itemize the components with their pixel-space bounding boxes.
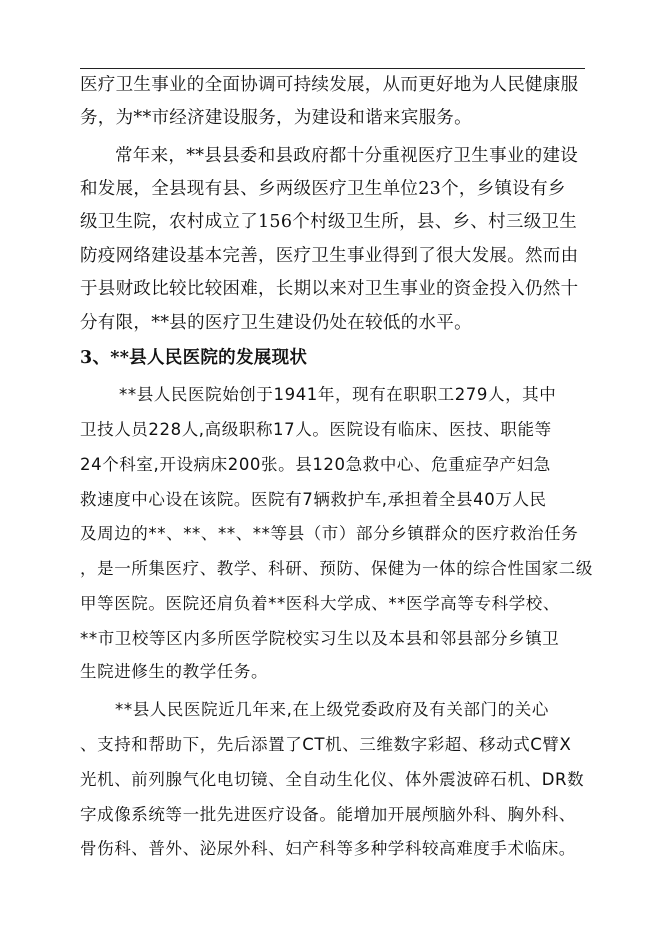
text-line: 24个科室,开设病床200张。县120急救中心、危重症孕产妇急 xyxy=(80,455,551,474)
text-line: 和发展，全县现有县、乡两级医疗卫生单位23个，乡镇设有乡 xyxy=(80,179,566,199)
text-line: 于县财政比较比较困难，长期以来对卫生事业的资金投入仍然十 xyxy=(80,279,579,299)
text-line: 务，为**市经济建设服务，为建设和谐来宾服务。 xyxy=(80,108,472,128)
text-line: **县人民医院近几年来,在上级党委政府及有关部门的关心 xyxy=(115,700,549,719)
text-line: 字成像系统等一批先进医疗设备。能增加开展颅脑外科、胸外科、 xyxy=(80,805,576,824)
text-line: ，是一所集医疗、教学、科研、预防、保健为一体的综合性国家二级 xyxy=(80,559,593,578)
text-line: 医疗卫生事业的全面协调可持续发展，从而更好地为人民健康服 xyxy=(80,75,579,95)
text-line: 级卫生院，农村成立了156个村级卫生所，县、乡、村三级卫生 xyxy=(80,212,578,232)
text-line: 救速度中心设在该院。医院有7辆救护车,承担着全县40万人民 xyxy=(80,490,547,509)
text-line: 卫技人员228人,高级职称17人。医院设有临床、医技、职能等 xyxy=(80,420,552,439)
text-line: 生院进修生的教学任务。 xyxy=(80,662,269,681)
text-line: 光机、前列腺气化电切镜、全自动生化仪、体外震波碎石机、DR数 xyxy=(80,770,585,789)
text-line: 、支持和帮助下，先后添置了CT机、三维数字彩超、移动式C臂X xyxy=(80,735,572,754)
section-heading: 3、**县人民医院的发展现状 xyxy=(80,348,308,368)
text-line: 及周边的**、**、**、**等县（市）部分乡镇群众的医疗救治任务 xyxy=(80,524,579,543)
text-line: 常年来，**县县委和县政府都十分重视医疗卫生事业的建设 xyxy=(115,146,579,166)
text-line: **市卫校等区内多所医学院校实习生以及本县和邻县部分乡镇卫 xyxy=(80,629,560,648)
header-rule xyxy=(80,68,585,69)
text-line: 甲等医院。医院还肩负着**医科大学成、**医学高等专科学校、 xyxy=(80,594,560,613)
text-line: **县人民医院始创于1941年，现有在职职工279人，其中 xyxy=(119,385,557,404)
text-line: 骨伤科、普外、泌尿外科、妇产科等多种学科较高难度手术临床。 xyxy=(80,839,576,858)
text-line: 防疫网络建设基本完善，医疗卫生事业得到了很大发展。然而由 xyxy=(80,246,579,266)
text-line: 分有限，**县的医疗卫生建设仍处在较低的水平。 xyxy=(80,313,472,333)
